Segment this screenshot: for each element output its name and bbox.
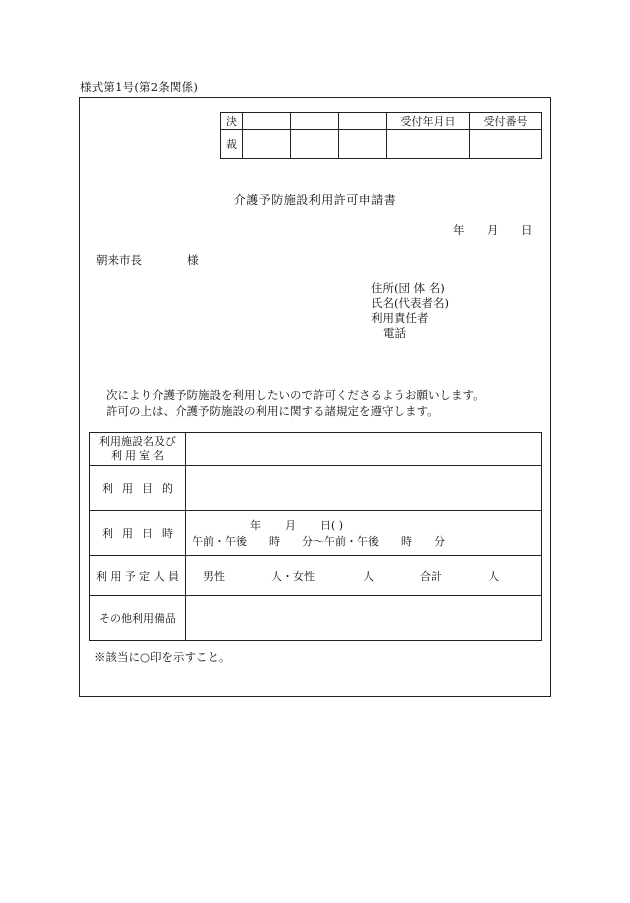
datetime-label-char: 時 (162, 527, 173, 540)
people-total-unit: 人 (488, 569, 499, 583)
addressee-mayor: 朝来市長 (96, 253, 142, 267)
people-male: 男性 (203, 569, 225, 583)
facility-label-line-1: 利用施設名及び (99, 435, 176, 448)
received-number-header: 受付番号 (470, 113, 542, 130)
addressee-honorific: 様 (187, 253, 199, 267)
purpose-label-char: 目 (142, 482, 153, 495)
applicant-responsible-label: 利用責任者 (371, 311, 429, 325)
footnote: ※該当に○印を示すこと。 (94, 650, 231, 664)
facility-label-char: 利 (111, 449, 122, 462)
datetime-field[interactable] (186, 511, 542, 556)
date-day-label: 日 (521, 223, 533, 237)
approval-label-bottom: 裁 (221, 130, 243, 159)
purpose-field[interactable] (186, 466, 542, 511)
people-female-unit: 人 (363, 569, 374, 583)
document-title: 介護予防施設利用許可申請書 (233, 193, 397, 207)
applicant-name-label: 氏名(代表者名) (371, 296, 449, 310)
facility-label-char: 室 (139, 449, 150, 462)
datetime-year: 年 (250, 519, 261, 532)
statement-line-1: 次により介護予防施設を利用したいので許可くださるようお願いします。 (106, 388, 485, 402)
statement-line-2: 許可の上は、介護予防施設の利用に関する諸規定を遵守します。 (106, 404, 439, 418)
datetime-label-char: 利 (102, 527, 113, 540)
datetime-day: 日( ) (320, 519, 344, 532)
equipment-field[interactable] (186, 596, 542, 641)
datetime-label-char: 用 (122, 527, 133, 540)
applicant-phone-label: 電話 (383, 326, 406, 340)
approval-box-3-top[interactable] (339, 113, 387, 130)
approval-box-2[interactable] (291, 130, 339, 159)
received-date-header: 受付年月日 (387, 113, 470, 130)
usage-detail-table (89, 432, 542, 641)
approval-box-3[interactable] (339, 130, 387, 159)
people-field[interactable] (186, 556, 542, 596)
addressee (96, 252, 199, 268)
form-number-label: 様式第1号(第2条関係) (80, 80, 199, 94)
approval-label-top: 決 (221, 113, 243, 130)
people-label-char: 員 (167, 569, 179, 583)
purpose-label-char: 用 (122, 482, 133, 495)
approval-box-2-top[interactable] (291, 113, 339, 130)
people-female: 人・女性 (271, 569, 315, 583)
approval-box-1-top[interactable] (243, 113, 291, 130)
applicant-block (371, 281, 449, 341)
approval-box-1[interactable] (243, 130, 291, 159)
facility-field[interactable] (186, 433, 542, 466)
people-label-char: 人 (153, 569, 165, 583)
received-date-field[interactable] (387, 130, 470, 159)
purpose-label (90, 466, 186, 511)
approval-table (220, 112, 542, 159)
application-statement (106, 387, 485, 419)
facility-label (90, 433, 186, 466)
datetime-time-range: 午前・午後 時 分〜午前・午後 時 分 (192, 535, 445, 548)
datetime-month: 月 (285, 519, 296, 532)
people-label (90, 556, 186, 596)
people-label-char: 用 (110, 569, 122, 583)
people-label-char: 定 (139, 569, 151, 583)
facility-label-char: 用 (125, 449, 136, 462)
datetime-label (90, 511, 186, 556)
equipment-label: その他利用備品 (90, 596, 186, 641)
date-month-label: 月 (487, 223, 499, 237)
received-number-field[interactable] (470, 130, 542, 159)
date-year-label: 年 (453, 223, 465, 237)
datetime-label-char: 日 (142, 527, 153, 540)
people-label-char: 利 (96, 569, 107, 583)
purpose-label-char: 的 (162, 482, 173, 495)
people-total: 合計 (420, 569, 442, 583)
purpose-label-char: 利 (102, 482, 113, 495)
facility-label-char: 名 (153, 449, 164, 462)
people-label-char: 予 (124, 569, 136, 583)
applicant-address-label: 住所(団 体 名) (371, 281, 445, 295)
